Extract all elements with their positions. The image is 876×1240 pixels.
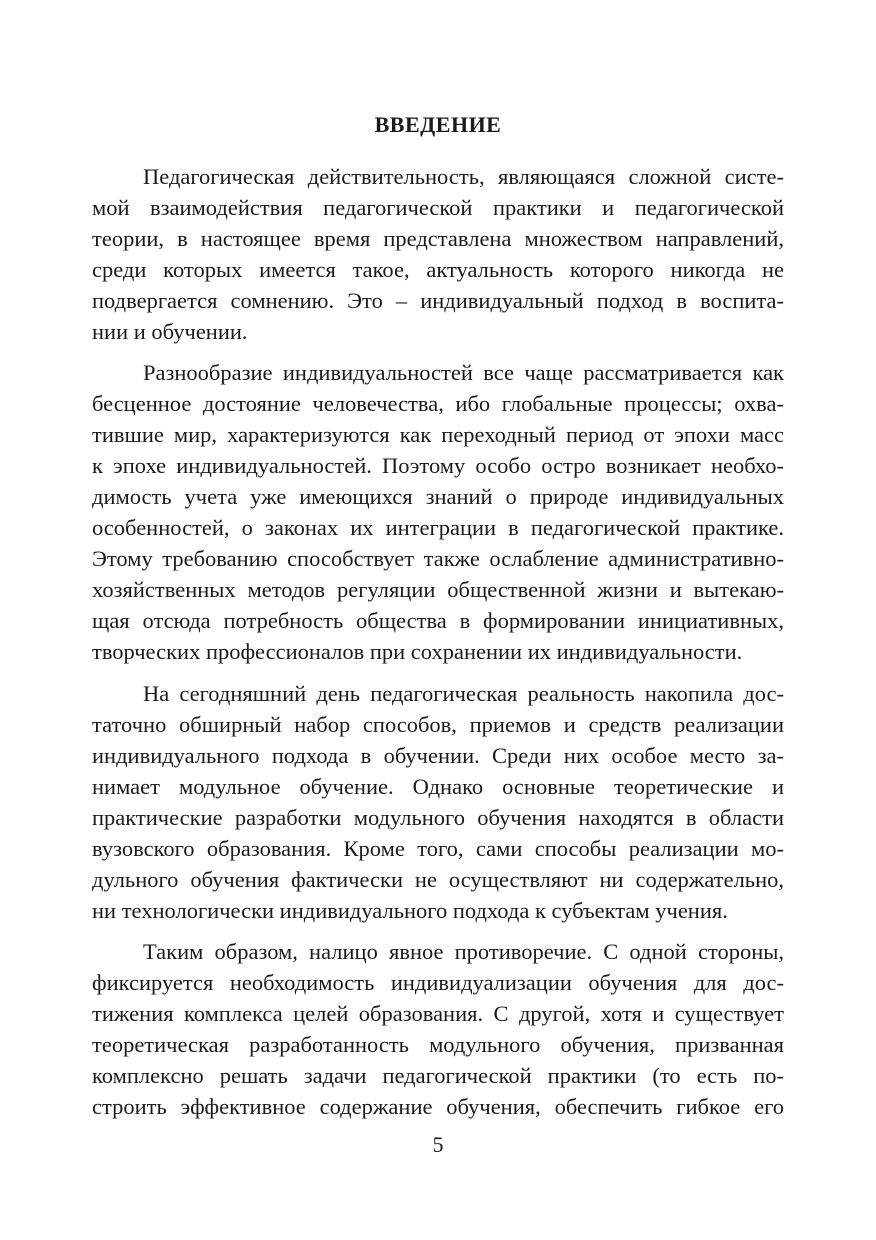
text-line: щая отсюда потребность общества в формировании инициативных, [92, 608, 784, 633]
text-line: теоретическая разработанность модульного обучения, призванная [92, 1032, 784, 1057]
text-line: теории, в настоящее время представлена множеством направлений, [92, 226, 784, 251]
text-line: особенностей, о законах их интеграции в педагогической практике. [92, 515, 784, 540]
text-line: строить эффективное содержание обучения, обеспечить гибкое его [92, 1094, 784, 1119]
text-line: подвергается сомнению. Это – индивидуальный подход в воспита- [92, 288, 784, 313]
text-line: тившие мир, характеризуются как переходный период от эпохи масс [92, 422, 784, 447]
text-line: ни технологически индивидуального подхода к субъектам учения. [92, 898, 728, 923]
text-line: комплексно решать задачи педагогической практики (то есть по- [92, 1063, 784, 1088]
text-line: Педагогическая действительность, являющаяся сложной систе- [143, 164, 784, 189]
text-line: Разнообразие индивидуальностей все чаще рассматривается как [143, 360, 784, 385]
text-line: Таким образом, налицо явное противоречие. С одной стороны, [143, 939, 784, 964]
text-line: нии и обучении. [92, 319, 248, 344]
page-number: 5 [432, 1132, 444, 1157]
text-line: практические разработки модульного обучения находятся в области [92, 805, 784, 830]
text-line: Этому требованию способствует также ослабление административно- [92, 546, 784, 571]
text-line: к эпохе индивидуальностей. Поэтому особо остро возникает необхо- [92, 453, 784, 478]
text-line: На сегодняшний день педагогическая реальность накопила дос- [143, 681, 784, 706]
text-line: нимает модульное обучение. Однако основные теоретические и [92, 774, 784, 799]
text-line: таточно обширный набор способов, приемов и средств реализации [92, 712, 784, 737]
text-line: тижения комплекса целей образования. С другой, хотя и существует [92, 1001, 784, 1026]
text-line: вузовского образования. Кроме того, сами способы реализации мо- [92, 836, 784, 861]
text-line: среди которых имеется такое, актуальность которого никогда не [92, 257, 784, 282]
text-line: индивидуального подхода в обучении. Среди них особое место за- [92, 743, 784, 768]
text-line: фиксируется необходимость индивидуализации обучения для дос- [92, 970, 784, 995]
text-line: мой взаимодействия педагогической практики и педагогической [92, 195, 784, 220]
text-line: хозяйственных методов регуляции общественной жизни и вытекаю- [92, 577, 784, 602]
text-line: дульного обучения фактически не осуществляют ни содержательно, [92, 867, 784, 892]
text-line: димость учета уже имеющихся знаний о природе индивидуальных [92, 484, 784, 509]
text-line: бесценное достояние человечества, ибо глобальные процессы; охва- [92, 391, 784, 416]
section-heading: ВВЕДЕНИЕ [374, 112, 502, 137]
text-line: творческих профессионалов при сохранении их индивидуальности. [92, 639, 743, 664]
